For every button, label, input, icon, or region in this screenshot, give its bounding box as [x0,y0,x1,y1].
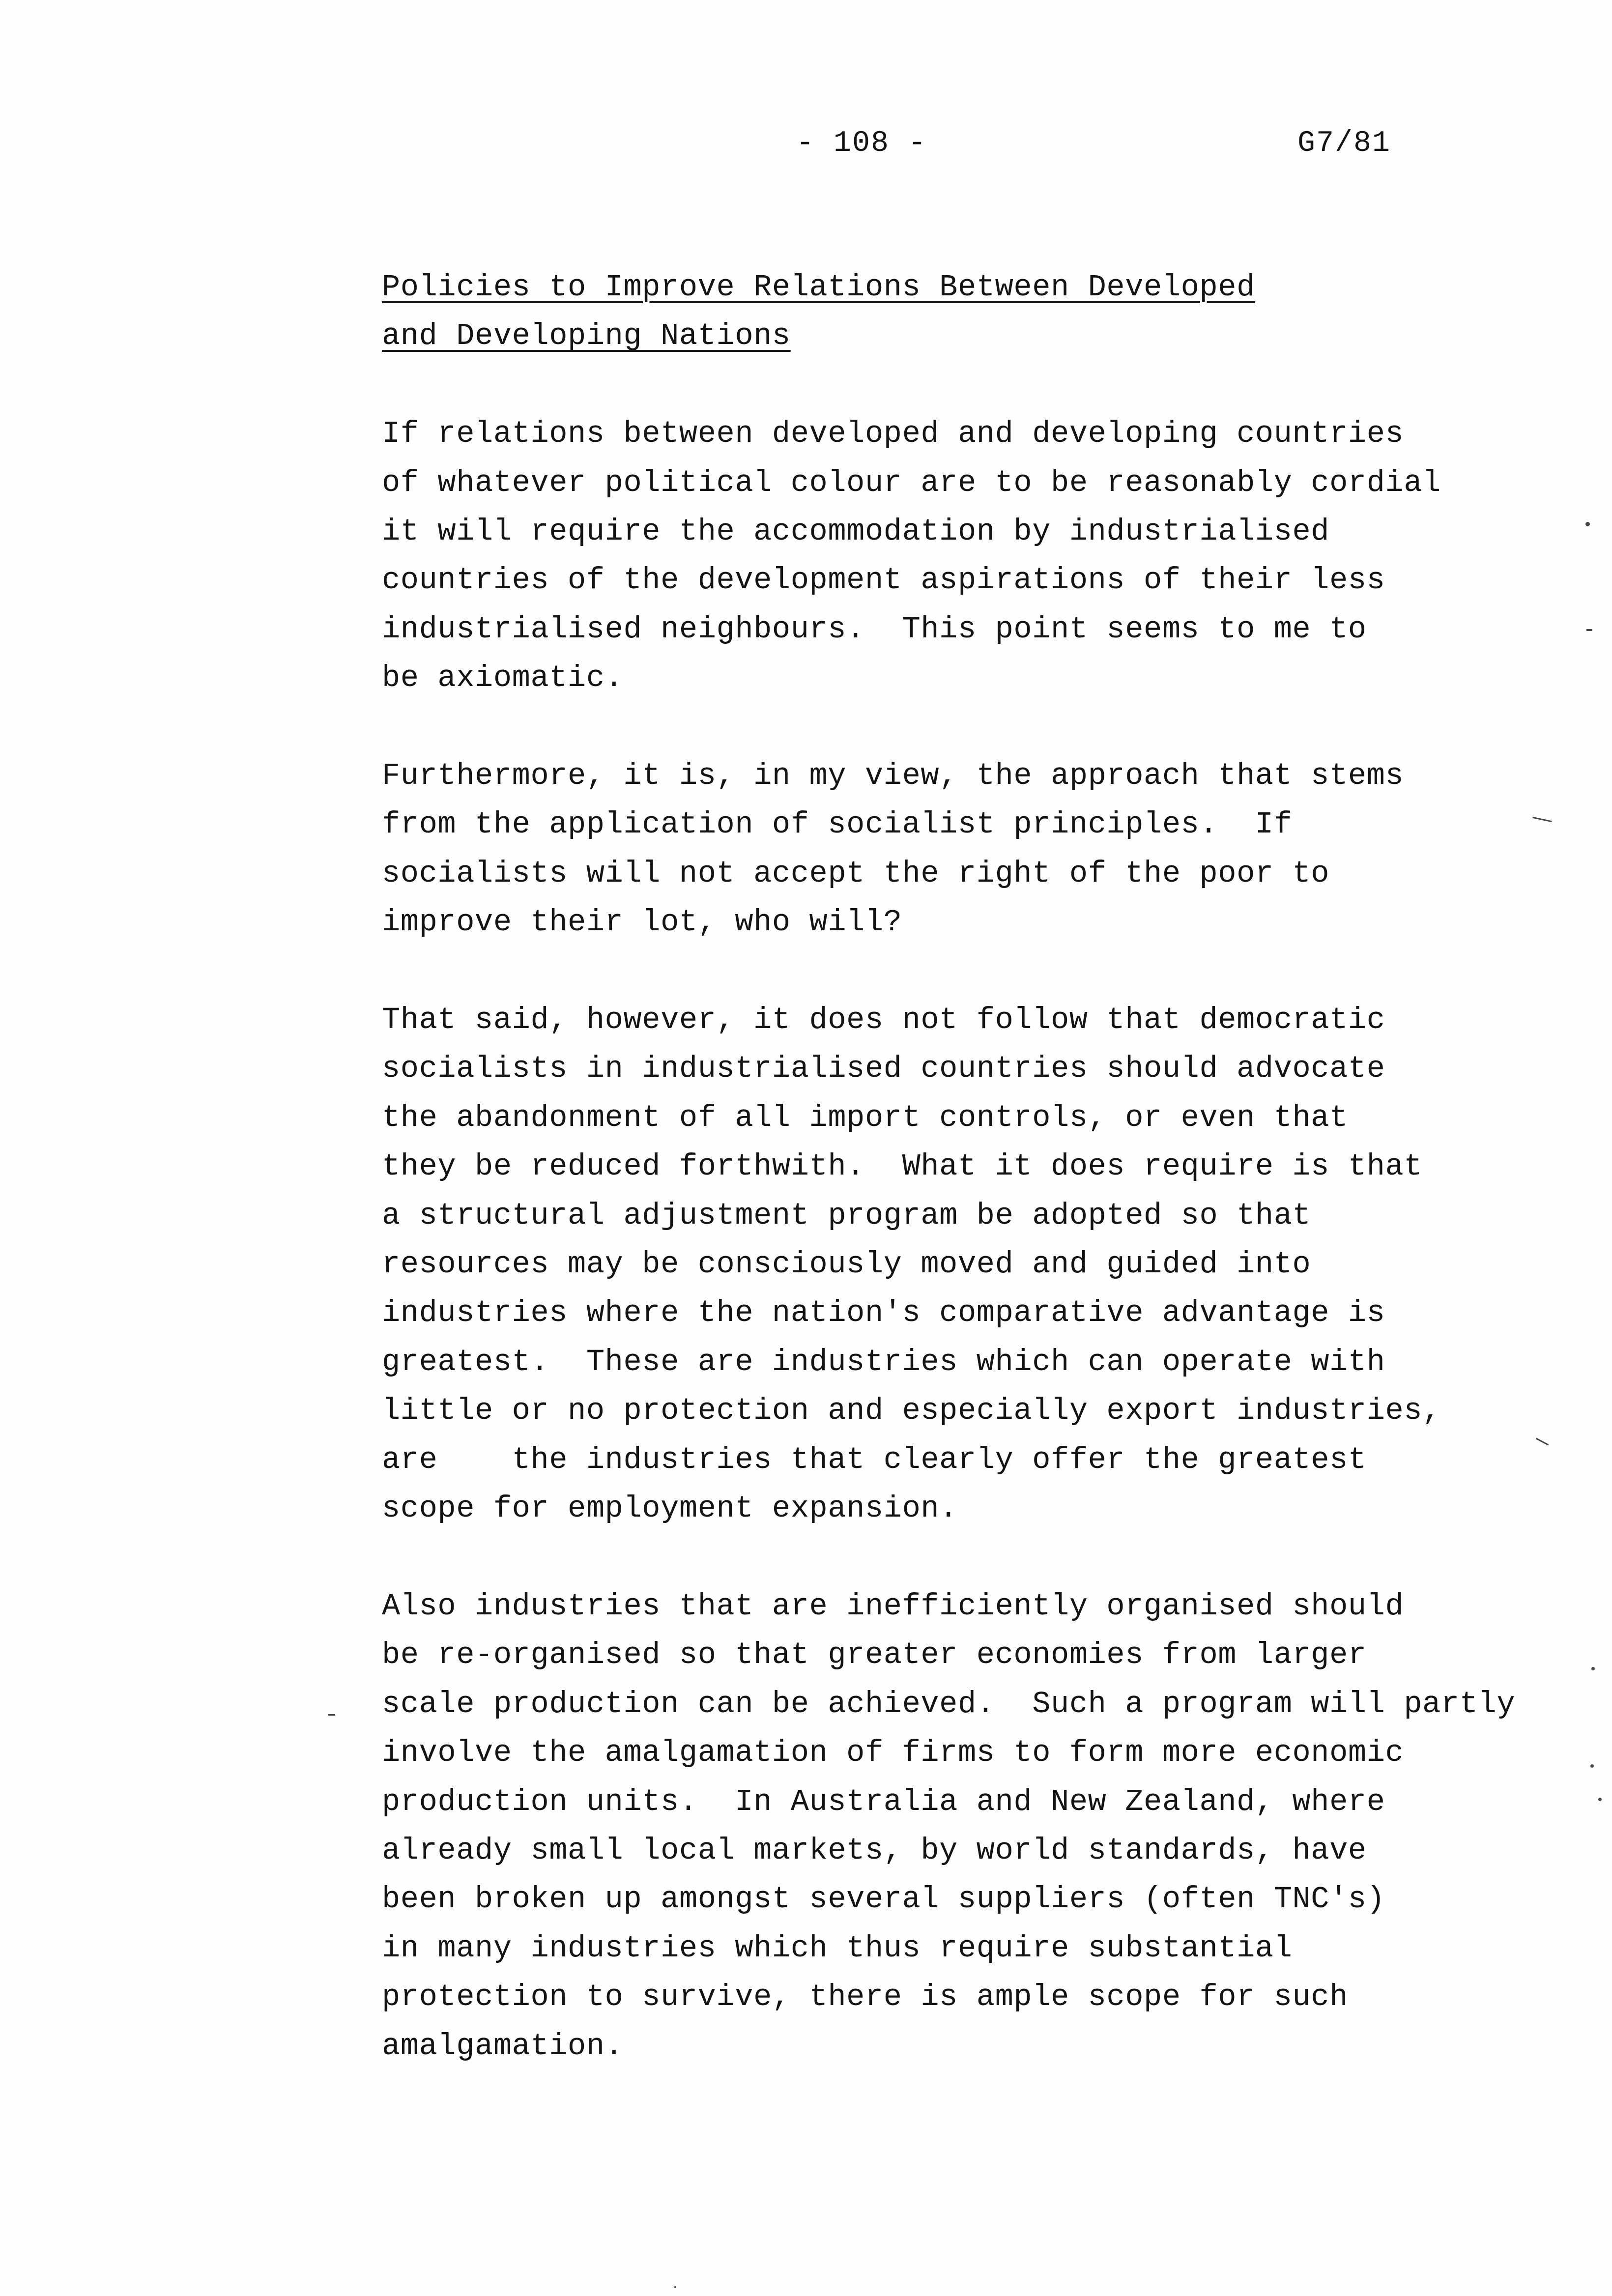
document-body [382,263,1591,2070]
paragraph-line: protection to survive, there is ample scope for such [382,1980,1348,2015]
paragraph-line: are the industries that clearly offer the greatest [382,1442,1367,1477]
paragraph-line: in many industries which thus require substantial [382,1930,1293,1966]
heading-line-2: and Developing Nations [382,318,791,354]
paragraph-line: Also industries that are inefficiently organised should [382,1588,1404,1624]
document-code: G7/81 [1297,127,1391,160]
paragraph-line: scope for employment expansion. [382,1491,958,1526]
paragraph-line: countries of the development aspirations of their less [382,563,1385,598]
paragraph-line: resources may be consciously moved and guided into [382,1247,1311,1282]
paragraph-line: production units. In Australia and New Zealand, where [382,1784,1385,1819]
paragraph-line: scale production can be achieved. Such a program will partly [382,1686,1516,1722]
paragraph-line: socialists in industrialised countries should advocate [382,1051,1385,1087]
margin-dash-mark [328,1714,335,1716]
paragraph-line: from the application of socialist principles. If [382,807,1293,842]
paragraph-line: been broken up amongst several suppliers (often TNC's) [382,1882,1385,1917]
paragraph-line: industries where the nation's comparative advantage is [382,1295,1385,1331]
paragraph-line: socialists will not accept the right of the poor to [382,856,1330,891]
heading-line-1: Policies to Improve Relations Between Developed [382,270,1255,305]
paragraph-line: it will require the accommodation by industrialised [382,514,1330,549]
paragraph-line: little or no protection and especially export industries, [382,1393,1441,1429]
paragraph-1 [382,409,1591,702]
section-heading [382,263,1591,361]
paragraph-4 [382,1582,1591,2070]
paragraph-line: improve their lot, who will? [382,905,902,940]
paragraph-line: involve the amalgamation of firms to form more economic [382,1735,1404,1771]
paragraph-line: greatest. These are industries which can operate with [382,1344,1385,1379]
paragraph-line: Furthermore, it is, in my view, the approach that stems [382,758,1404,794]
paragraph-line: be axiomatic. [382,660,624,696]
paragraph-line: industrialised neighbours. This point seems to me to [382,611,1367,647]
paragraph-3 [382,996,1591,1533]
paragraph-line: If relations between developed and developing countries [382,416,1404,452]
paragraph-line: they be reduced forthwith. What it does require is that [382,1149,1423,1184]
paragraph-2 [382,751,1591,947]
margin-dot-mark [674,2286,676,2288]
margin-dot-mark [1598,1798,1602,1801]
paragraph-line: That said, however, it does not follow that democratic [382,1003,1385,1038]
margin-dot-mark [1591,1667,1595,1670]
paragraph-line: of whatever political colour are to be reasonably cordial [382,465,1441,500]
margin-dash-mark [1586,629,1592,631]
margin-dot-mark [1585,522,1590,526]
paragraph-line: be re-organised so that greater economies from larger [382,1637,1367,1673]
paragraph-line: the abandonment of all import controls, or even that [382,1100,1348,1135]
page-number: - 108 - [796,127,927,160]
paragraph-line: a structural adjustment program be adopted so that [382,1198,1311,1233]
margin-dot-mark [1590,1764,1594,1768]
paragraph-line: amalgamation. [382,2028,624,2064]
paragraph-line: already small local markets, by world standards, have [382,1833,1367,1868]
